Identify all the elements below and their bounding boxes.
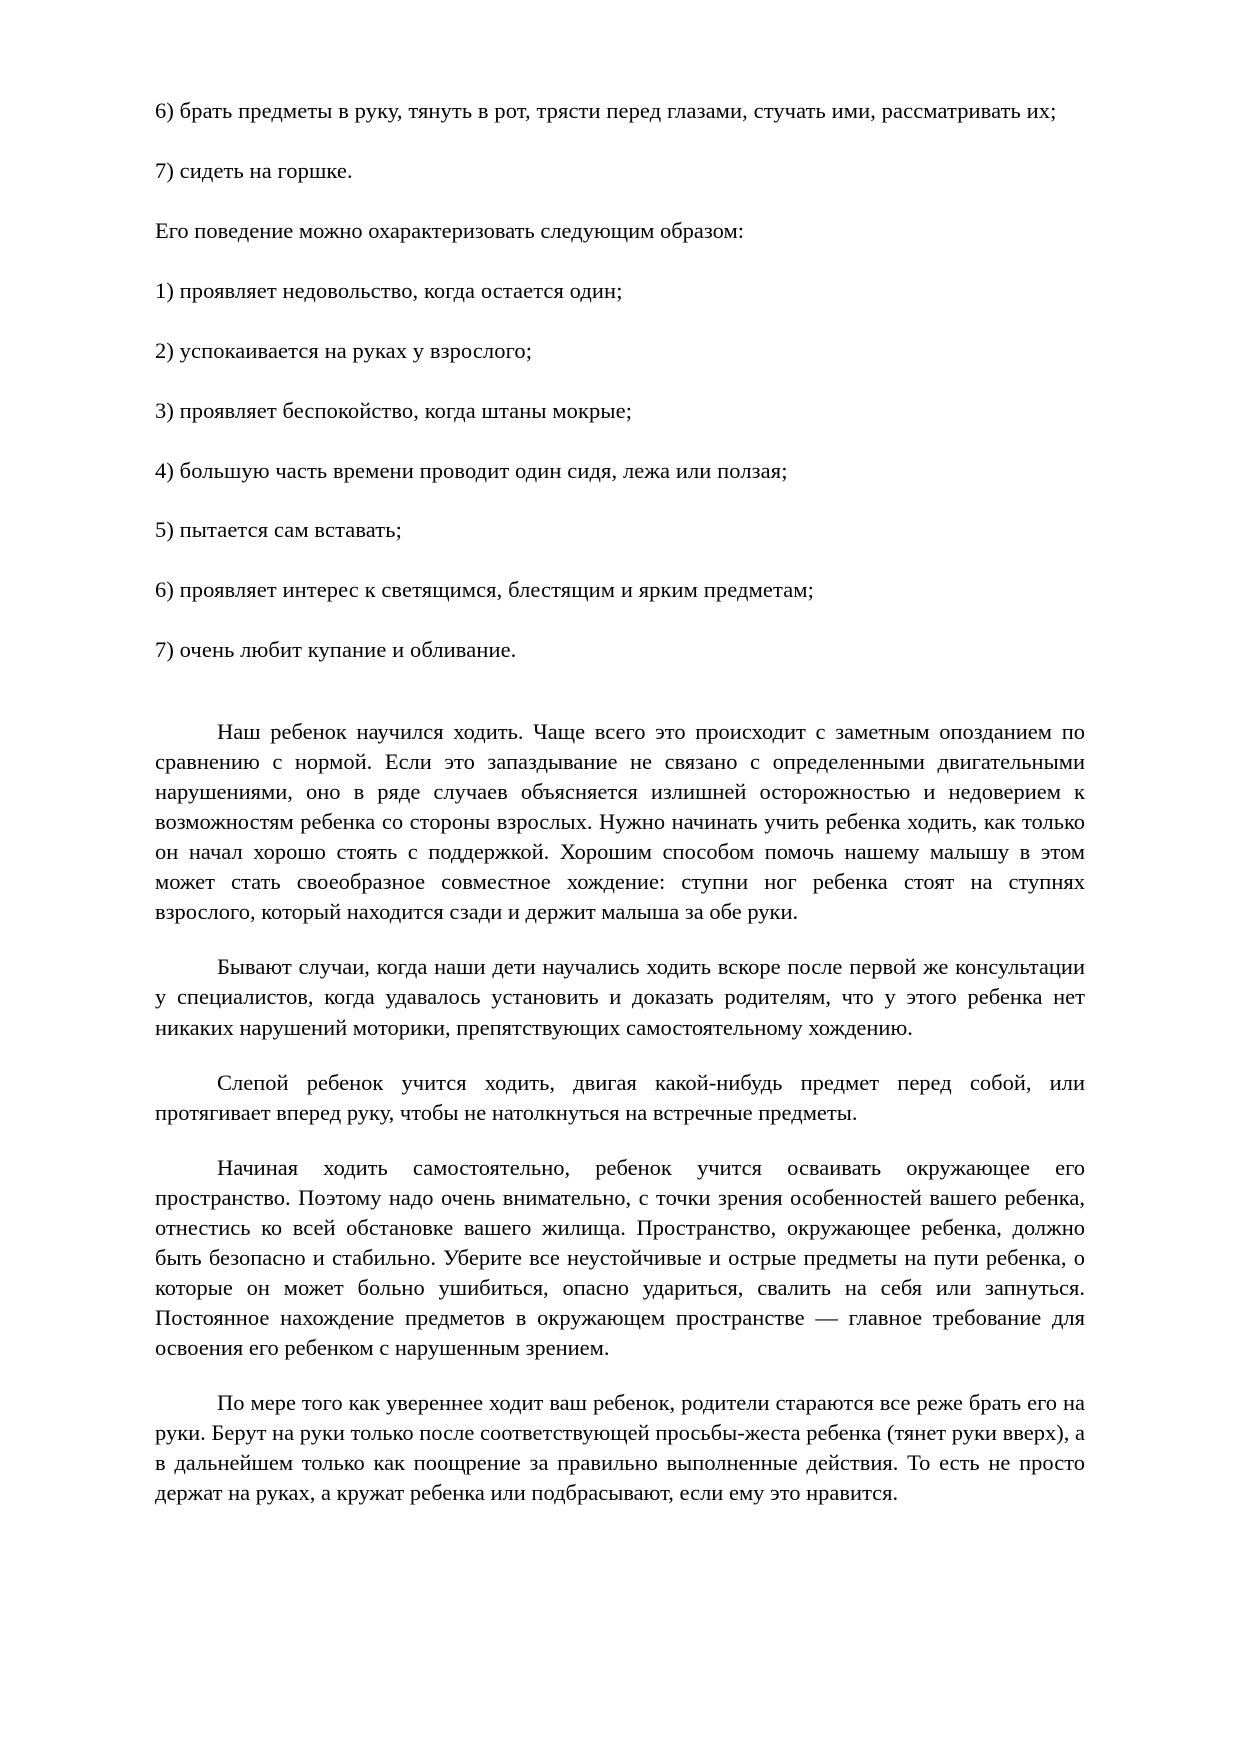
body-paragraph: Наш ребенок научился ходить. Чаще всего это происходит с заметным опозданием по сравнению с нормой. Если это запаздывание не связано с определенными двигательными нарушениями, оно в ряде случаев объясняется излишней осторожностью и недоверием к возможностям ребенка со стороны взрослых. Нужно начинать учить ребенка ходить, как только он начал хорошо стоять с поддержкой. Хорошим способом помочь нашему малышу в этом может стать своеобразное совместное хождение: ступни ног ребенка стоят на ступнях взрослого, который находится сзади и держит малыша за обе руки. <box>155 719 1085 925</box>
body-paragraph: Начиная ходить самостоятельно, ребенок учится осваивать окружающее его пространство. Поэтому надо очень внимательно, с точки зрения особенностей вашего ребенка, отнестись ко всей обстановке вашего жилища. Пространство, окружающее ребенка, должно быть безопасно и стабильно. Уберите все неустойчивые и острые предметы на пути ребенка, о которые он может больно ушибиться, опасно удариться, свалить на себя или запнуться. Постоянное нахождение предметов в окружающем пространстве — главное требование для освоения его ребенком с нарушенным зрением. <box>155 1154 1085 1360</box>
list-item: 1) проявляет недовольство, когда остается один; <box>155 277 623 303</box>
section-intro-line: Его поведение можно охарактеризовать следующим образом: <box>155 217 744 243</box>
page-content <box>155 96 1085 1508</box>
list-item: 7) сидеть на горшке. <box>155 157 353 183</box>
list-item: 6) проявляет интерес к светящимся, блестящим и ярким предметам; <box>155 577 814 603</box>
list-item: 6) брать предметы в руку, тянуть в рот, трясти перед глазами, стучать ими, рассматривать их; <box>155 98 1057 123</box>
list-item: 3) проявляет беспокойство, когда штаны мокрые; <box>155 397 633 423</box>
section-spacer <box>155 695 1085 717</box>
list-item: 7) очень любит купание и обливание. <box>155 637 517 663</box>
list-item: 5) пытается сам вставать; <box>155 517 402 543</box>
list-item: 2) успокаивается на руках у взрослого; <box>155 337 533 363</box>
body-paragraph: Бывают случаи, когда наши дети научались ходить вскоре после первой же консультации у специалистов, когда удавалось установить и доказать родителям, что у этого ребенка нет никаких нарушений моторики, препятствующих самостоятельному хождению. <box>155 954 1085 1040</box>
body-paragraph: По мере того как увереннее ходит ваш ребенок, родители стараются все реже брать его на руки. Берут на руки только после соответствующей просьбы-жеста ребенка (тянет руки вверх), а в дальнейшем только как поощрение за правильно выполненные действия. То есть не просто держат на руках, а кружат ребенка или подбрасывают, если ему это нравится. <box>155 1389 1085 1505</box>
body-paragraph: Слепой ребенок учится ходить, двигая какой-нибудь предмет перед собой, или протягивает вперед руку, чтобы не натолкнуться на встречные предметы. <box>155 1069 1085 1125</box>
list-item: 4) большую часть времени проводит один сидя, лежа или ползая; <box>155 457 788 483</box>
